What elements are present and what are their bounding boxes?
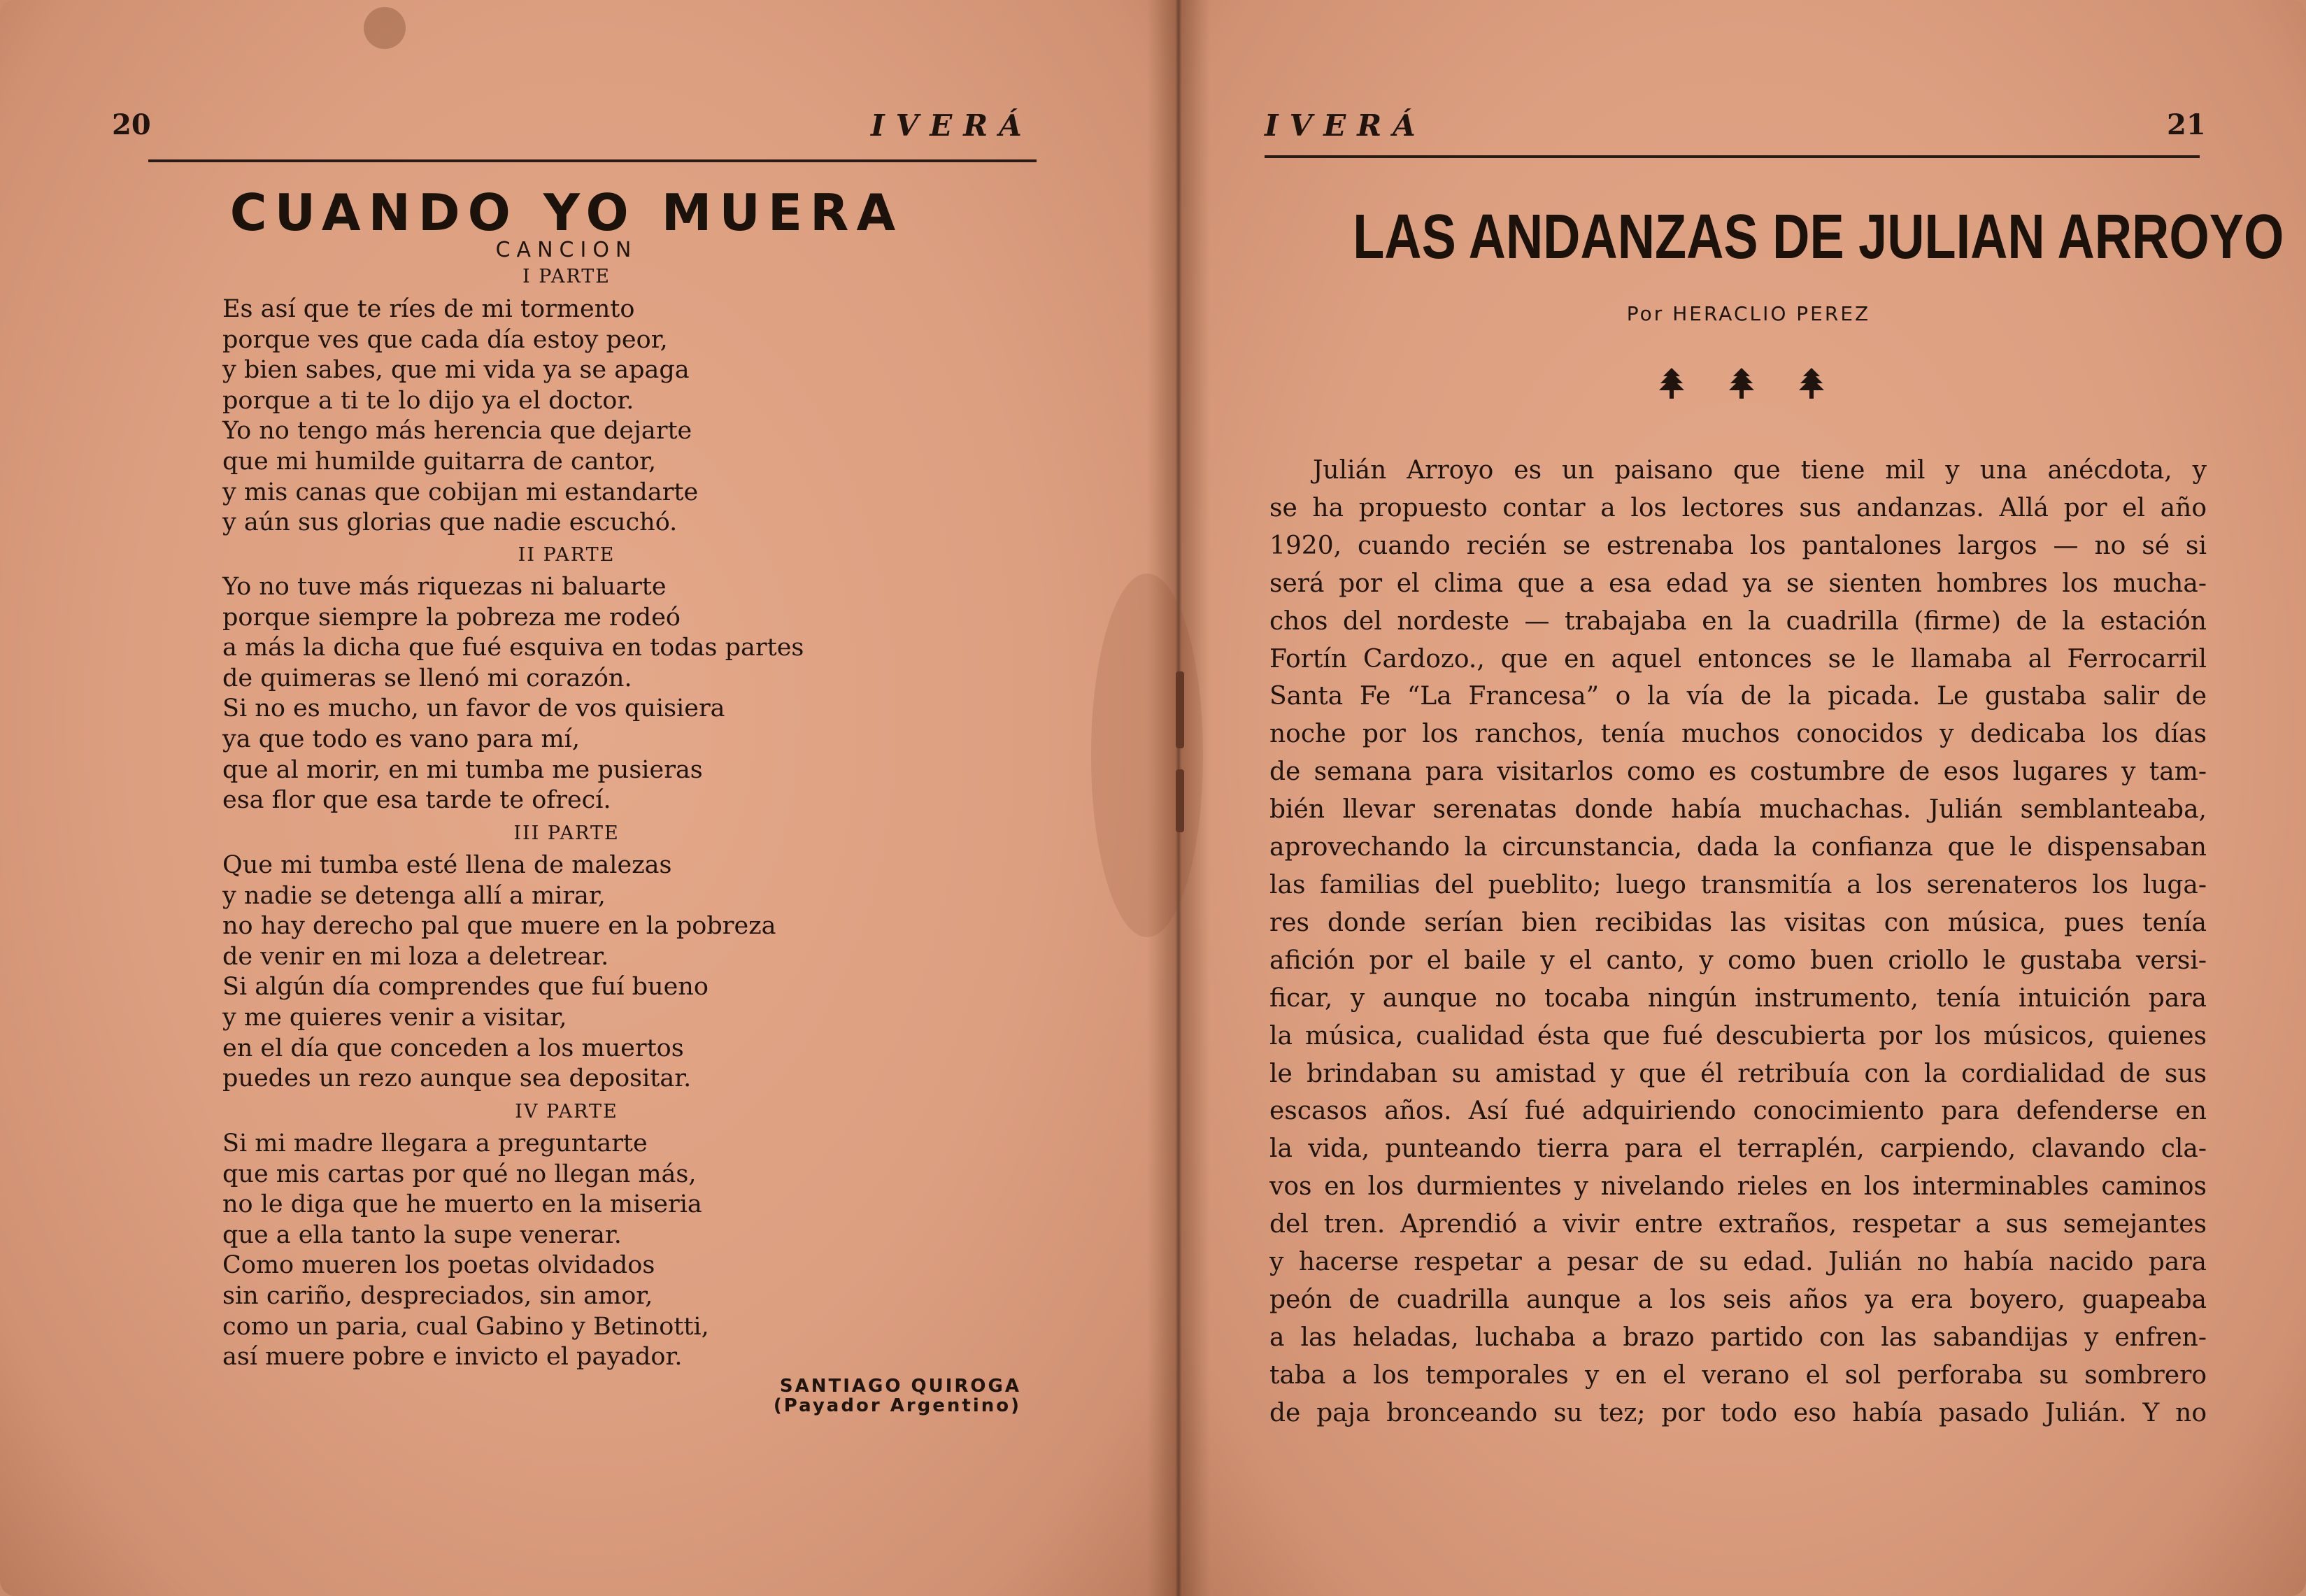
- article-line: Fortín Cardozo., que en aquel entonces se le llamaba al Ferrocarril: [1269, 644, 2207, 674]
- verse-line: que mis cartas por qué no llegan más,: [222, 1160, 697, 1188]
- poem-author: SANTIAGO QUIROGA: [779, 1376, 1021, 1397]
- part-label-3: III PARTE: [513, 822, 620, 844]
- article-line: Julián Arroyo es un paisano que tiene mil y una anécdota, y: [1313, 456, 2207, 485]
- running-head-right: IVERÁ: [1265, 108, 1427, 143]
- verse-line: no hay derecho pal que muere en la pobreza: [222, 912, 776, 941]
- verse-line: Yo no tuve más riquezas ni baluarte: [222, 573, 667, 601]
- article-line: res donde serían bien recibidas las visitas con música, pues tenía: [1269, 908, 2207, 937]
- part-label-1: I PARTE: [522, 266, 611, 287]
- article-line: a las heladas, luchaba a brazo partido con las sabandijas y enfren-: [1269, 1323, 2207, 1352]
- article-line: será por el clima que a esa edad ya se sienten hombres los mucha-: [1269, 569, 2207, 598]
- article-line: escasos años. Así fué adquiriendo conocimiento para defenderse en: [1269, 1097, 2207, 1126]
- article-line: de semana para visitarlos como es costumbre de esos lugares y tam-: [1269, 757, 2207, 787]
- verse-line: porque a ti te lo dijo ya el doctor.: [222, 386, 634, 415]
- article-line: la música, cualidad ésta que fué descubierta por los músicos, quienes: [1269, 1021, 2207, 1050]
- page-number-left: 20: [112, 108, 151, 141]
- verse-line: y me quieres venir a visitar,: [222, 1003, 567, 1032]
- article-line: bién llevar serenatas donde había muchachas. Julián semblanteaba,: [1269, 795, 2207, 825]
- article-line: aprovechando la circunstancia, dada la confianza que le dispensaban: [1269, 833, 2207, 862]
- article-byline: Por HERACLIO PEREZ: [1626, 302, 1871, 325]
- verse-line: puedes un rezo aunque sea depositar.: [222, 1064, 692, 1093]
- verse-line: a más la dicha que fué esquiva en todas partes: [222, 634, 804, 662]
- verse-line: porque siempre la pobreza me rodeó: [222, 603, 681, 632]
- article-line: vos en los durmientes y nivelando rieles en los interminables caminos: [1269, 1172, 2207, 1202]
- verse-line: Si mi madre llegara a preguntarte: [222, 1130, 648, 1157]
- running-head-left: IVERÁ: [871, 108, 1033, 143]
- verse-line: que a ella tanto la supe venerar.: [222, 1220, 622, 1249]
- verse-line: Yo no tengo más herencia que dejarte: [222, 417, 692, 446]
- article-line: noche por los ranchos, tenía muchos conocidos y dedicaba los días: [1269, 720, 2207, 749]
- verse-line: Si algún día comprendes que fuí bueno: [222, 973, 709, 1002]
- verse-line: que mi humilde guitarra de cantor,: [222, 447, 657, 476]
- corner-mark: [364, 7, 406, 49]
- verse-line: que al morir, en mi tumba me pusieras: [222, 755, 703, 784]
- verse-line: Que mi tumba esté llena de malezas: [222, 851, 672, 879]
- verse-line: Es así que te ríes de mi tormento: [222, 295, 635, 323]
- verse-line: y nadie se detenga allí a mirar,: [222, 881, 606, 910]
- verse-line: de quimeras se llenó mi corazón.: [222, 664, 632, 692]
- poem-author-note: (Payador Argentino): [773, 1395, 1021, 1416]
- verse-line: porque ves que cada día estoy peor,: [222, 325, 668, 354]
- poem-stanza-1: [222, 294, 922, 539]
- article-line: peón de cuadrilla aunque a los seis años ya era boyero, guapeaba: [1269, 1285, 2207, 1314]
- poem-stanza-3: [222, 850, 922, 1095]
- article-line: Santa Fe “La Francesa” o la vía de la picada. Le gustaba salir de: [1269, 682, 2207, 711]
- header-rule-left: [148, 159, 1037, 162]
- tree-ornament-icon: [1725, 365, 1758, 401]
- poem-author-block: [727, 1376, 1021, 1416]
- article-line: taba a los temporales y en el verano el sol perforaba su sombrero: [1269, 1360, 2207, 1390]
- header-rule-right: [1265, 155, 2200, 158]
- part-label-2: II PARTE: [518, 544, 615, 566]
- verse-line: ya que todo es vano para mí,: [222, 725, 580, 753]
- article-body: [1269, 452, 2207, 1432]
- stain: [1091, 573, 1203, 937]
- verse-line: en el día que conceden a los muertos: [222, 1034, 684, 1062]
- tree-ornament-icon: [1795, 365, 1828, 401]
- article-line: y hacerse respetar a pesar de su edad. Julián no había nacido para: [1269, 1248, 2207, 1277]
- verse-line: de venir en mi loza a deletrear.: [222, 942, 609, 971]
- verse-line: como un paria, cual Gabino y Betinotti,: [222, 1312, 709, 1341]
- verse-line: y mis canas que cobijan mi estandarte: [222, 478, 699, 506]
- article-line: del tren. Aprendió a vivir entre extraños, respetar a sus semejantes: [1269, 1210, 2207, 1239]
- article-title: LAS ANDANZAS DE JULIAN ARROYO: [1353, 202, 2284, 272]
- verse-line: no le diga que he muerto en la miseria: [222, 1190, 702, 1219]
- page-number-right: 21: [2167, 108, 2206, 141]
- article-line: afición por el baile y el canto, y como buen criollo le gustaba versi-: [1269, 946, 2207, 975]
- poem-title: CUANDO YO MUERA: [229, 183, 904, 242]
- article-line: chos del nordeste — trabajaba en la cuadrilla (firme) de la estación: [1269, 606, 2207, 636]
- article-line: las familias del pueblito; luego transmitía a los serenateros los luga-: [1269, 870, 2207, 899]
- article-line: la vida, punteando tierra para el terraplén, carpiendo, clavando cla-: [1269, 1134, 2207, 1164]
- poem-subtitle: CANCION: [495, 238, 638, 262]
- tree-ornaments: [1637, 365, 1846, 401]
- poem-stanza-4: [222, 1129, 922, 1373]
- article-line: de paja bronceando su tez; por todo eso había pasado Julián. Y no: [1269, 1398, 2207, 1427]
- verse-line: y bien sabes, que mi vida ya se apaga: [222, 356, 690, 385]
- verse-line: sin cariño, despreciados, sin amor,: [222, 1281, 653, 1310]
- article-line: ficar, y aunque no tocaba ningún instrumento, tenía intuición para: [1269, 983, 2207, 1013]
- verse-line: así muere pobre e invicto el payador.: [222, 1343, 683, 1371]
- article-line: se ha propuesto contar a los lectores sus andanzas. Allá por el año: [1269, 493, 2207, 522]
- verse-line: Si no es mucho, un favor de vos quisiera: [222, 694, 725, 723]
- article-line: le brindaban su amistad y que él retribuía con la cordialidad de sus: [1269, 1059, 2207, 1088]
- poem-stanza-2: [222, 572, 922, 816]
- article-line: 1920, cuando recién se estrenaba los pantalones largos — no sé si: [1269, 531, 2207, 560]
- tree-ornament-icon: [1655, 365, 1688, 401]
- verse-line: Como mueren los poetas olvidados: [222, 1251, 655, 1280]
- part-label-4: IV PARTE: [515, 1101, 618, 1123]
- verse-line: y aún sus glorias que nadie escuchó.: [222, 508, 678, 537]
- verse-line: esa flor que esa tarde te ofrecí.: [222, 786, 611, 815]
